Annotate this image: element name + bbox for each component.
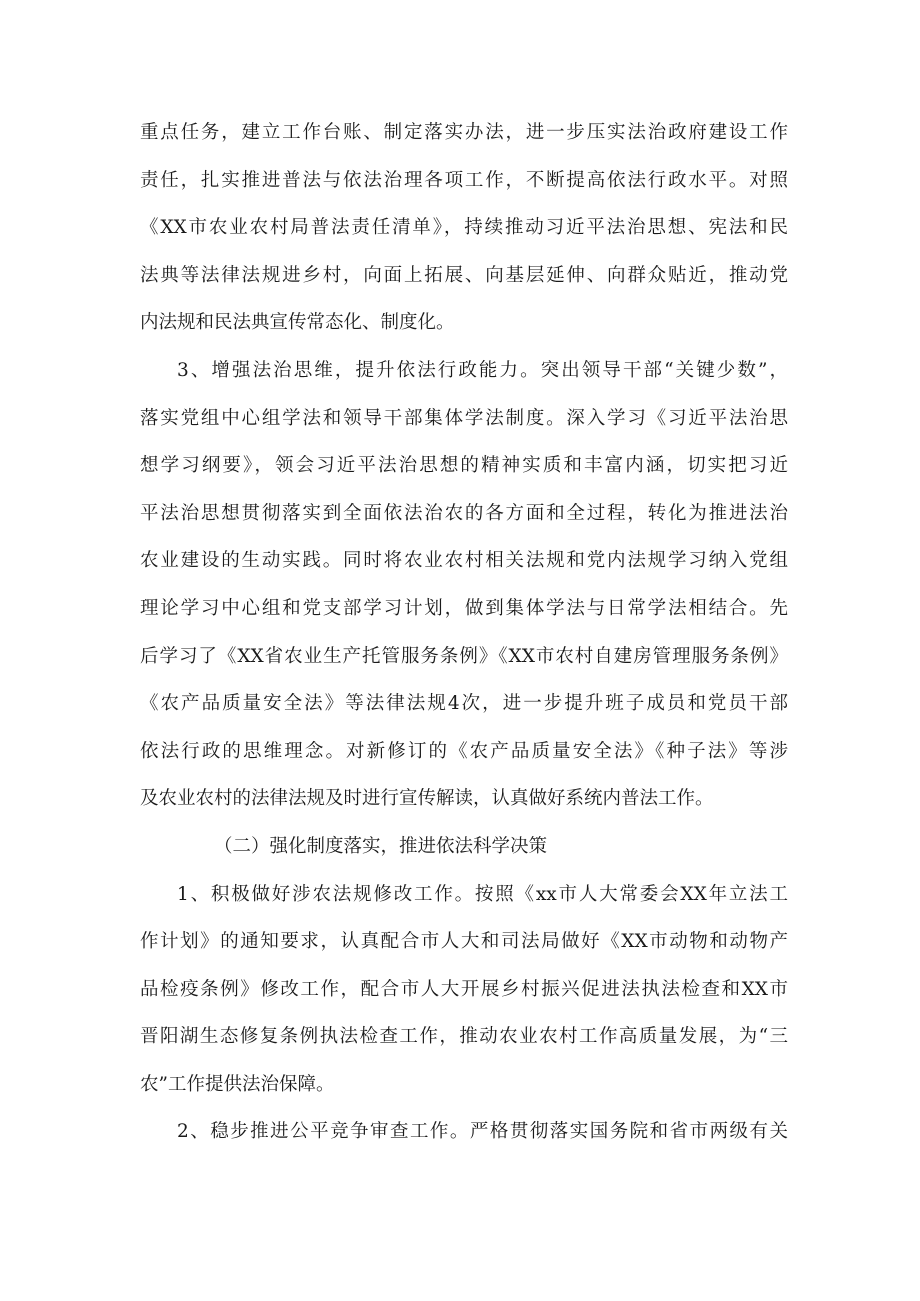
paragraph-4 [140, 871, 788, 1109]
text-line: 平法治思想贯彻落实到全面依法治农的各方面和全过程，转化为推进法治 [140, 502, 788, 524]
heading-line: （二）强化制度落实，推进依法科学决策 [214, 835, 548, 857]
text-line: 依法行政的思维理念。对新修订的《农产品质量安全法》《种子法》等涉 [140, 740, 788, 762]
text-line: 法典等法律法规进乡村，向面上拓展、向基层延伸、向群众贴近，推动党 [140, 264, 788, 286]
paragraph-2 [140, 347, 788, 823]
text-line: 想学习纲要》，领会习近平法治思想的精神实质和丰富内涵，切实把习近 [140, 455, 788, 477]
text-line: 作计划》的通知要求，认真配合市人大和司法局做好《XX市动物和动物产 [140, 931, 788, 953]
paragraph-5 [140, 1108, 788, 1156]
text-line: 及农业农村的法律法规及时进行宣传解读，认真做好系统内普法工作。 [140, 788, 714, 810]
text-line: 理论学习中心组和党支部学习计划，做到集体学法与日常学法相结合。先 [140, 597, 788, 619]
text-line: 内法规和民法典宣传常态化、制度化。 [140, 312, 455, 334]
text-line: 3、增强法治思维，提升依法行政能力。突出领导干部“关键少数”， [177, 359, 788, 381]
document-body [140, 109, 788, 1156]
text-line: 责任，扎实推进普法与依法治理各项工作，不断提高依法行政水平。对照 [140, 169, 788, 191]
section-heading [140, 823, 788, 871]
text-line: 重点任务，建立工作台账、制定落实办法，进一步压实法治政府建设工作 [140, 122, 788, 143]
text-line: 落实党组中心组学法和领导干部集体学法制度。深入学习《习近平法治思 [140, 407, 788, 429]
text-line: 1、积极做好涉农法规修改工作。按照《xx市人大常委会XX年立法工 [177, 883, 788, 905]
text-line: 晋阳湖生态修复条例执法检查工作，推动农业农村工作高质量发展，为“三 [140, 1026, 788, 1048]
text-line: 2、稳步推进公平竞争审查工作。严格贯彻落实国务院和省市两级有关 [177, 1121, 788, 1143]
text-line: 后学习了《XX省农业生产托管服务条例》《XX市农村自建房管理服务条例》 [140, 645, 788, 667]
text-line: 农业建设的生动实践。同时将农业农村相关法规和党内法规学习纳入党组 [140, 550, 788, 572]
paragraph-1 [140, 109, 788, 347]
text-line: 《XX市农业农村局普法责任清单》，持续推动习近平法治思想、宪法和民 [140, 217, 788, 239]
text-line: 《农产品质量安全法》等法律法规4次，进一步提升班子成员和党员干部 [140, 693, 788, 715]
text-line: 品检疫条例》修改工作，配合市人大开展乡村振兴促进法执法检查和XX市 [140, 978, 788, 1000]
text-line: 农”工作提供法治保障。 [140, 1073, 335, 1095]
